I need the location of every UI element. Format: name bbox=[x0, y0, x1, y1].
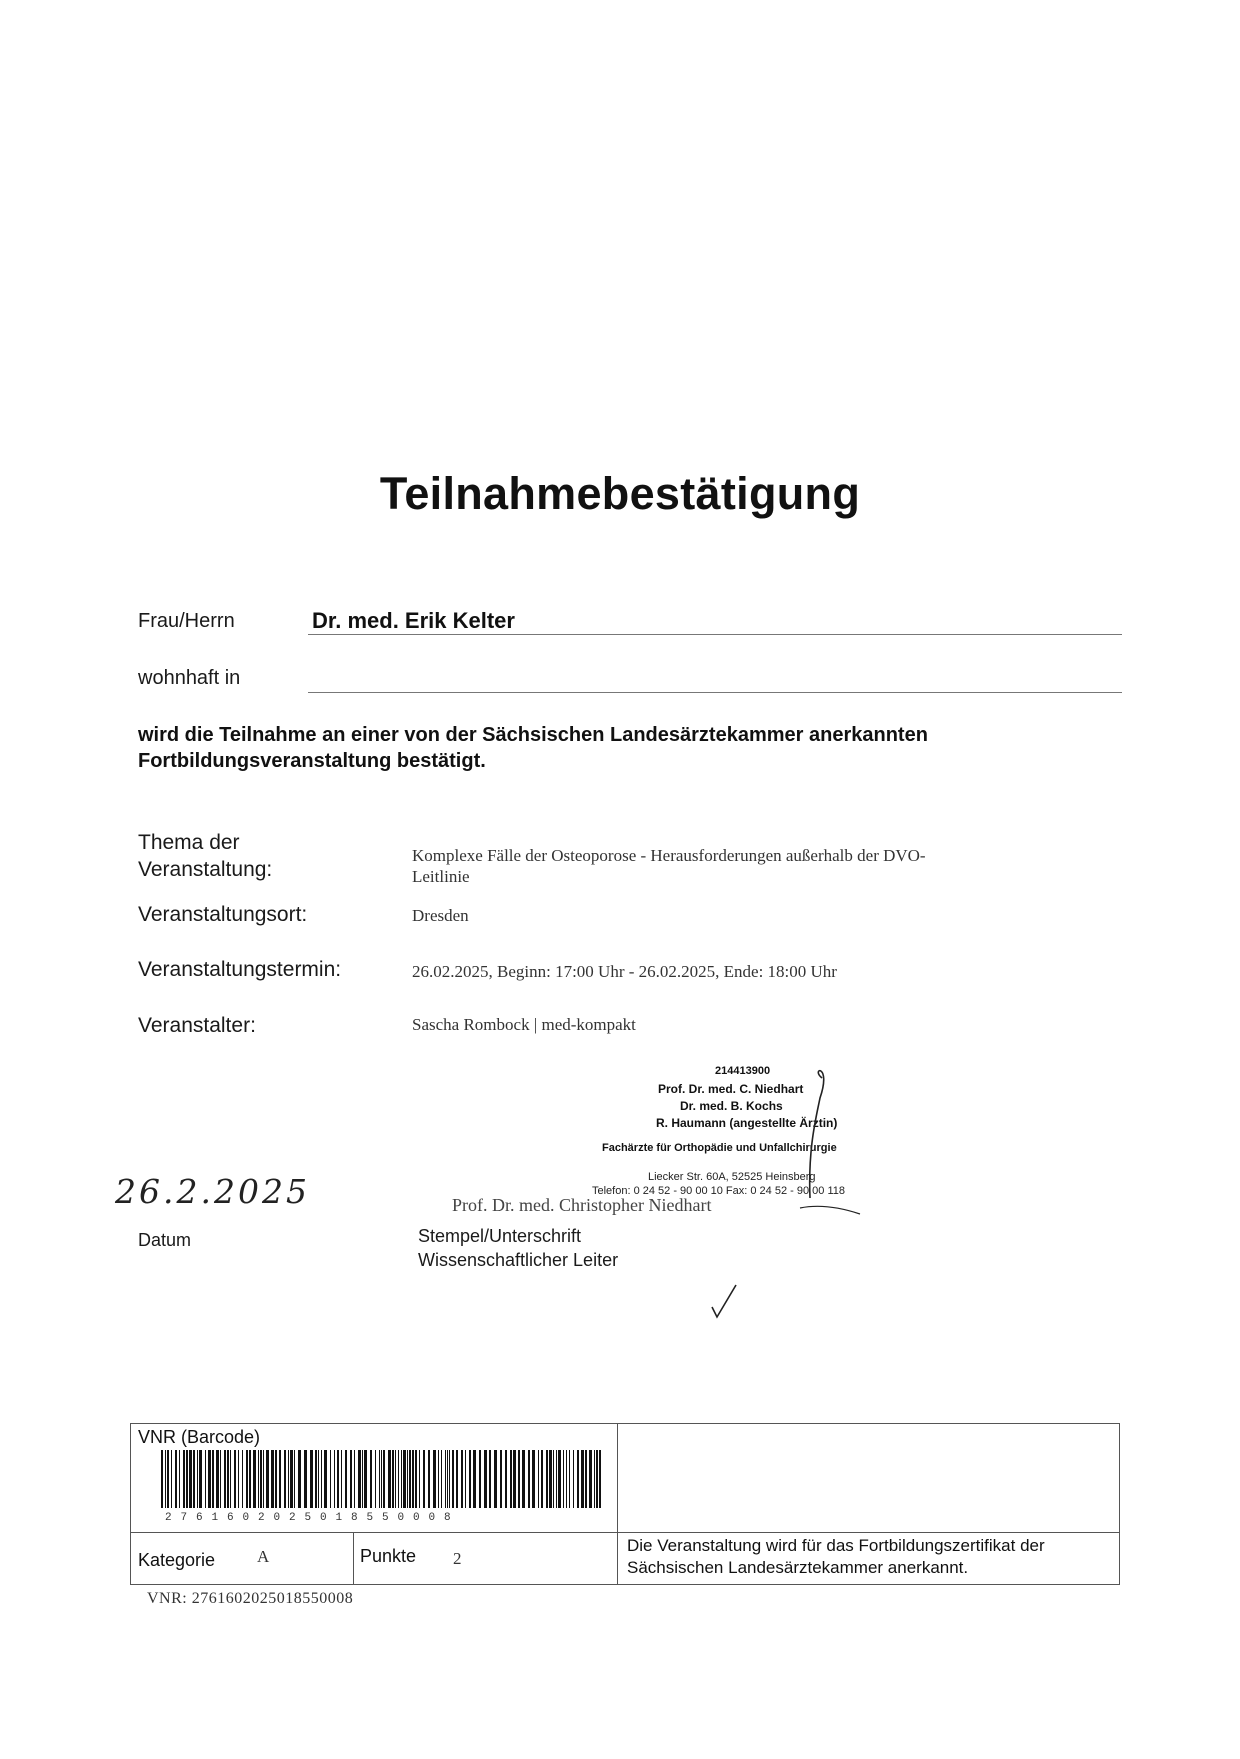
barcode-digits: 2761602025018550008 bbox=[165, 1512, 460, 1524]
barcode bbox=[161, 1450, 606, 1510]
stamp-line-6: Telefon: 0 24 52 - 90 00 10 Fax: 0 24 52 - 90 00 118 bbox=[592, 1185, 845, 1197]
vnr-label: VNR (Barcode) bbox=[138, 1427, 261, 1447]
confirmation-line-2: Fortbildungsveranstaltung bestätigt. bbox=[138, 750, 486, 772]
handwritten-date bbox=[115, 1172, 375, 1227]
date-caption: Datum bbox=[138, 1230, 192, 1250]
stamp-line-5: Liecker Str. 60A, 52525 Heinsberg bbox=[648, 1171, 816, 1183]
handwritten-date-text: 26.2.2025 bbox=[115, 1172, 310, 1211]
vnr-footer: VNR: 2761602025018550008 bbox=[147, 1590, 354, 1607]
stamp-line-3: R. Haumann (angestellte Ärztin) bbox=[656, 1116, 838, 1130]
name-underline bbox=[308, 634, 1122, 635]
topic-line-2: Leitlinie bbox=[412, 867, 470, 886]
date-value: 26.02.2025, Beginn: 17:00 Uhr - 26.02.2025, Ende: 18:00 Uhr bbox=[412, 962, 837, 981]
recognition-line-1: Die Veranstaltung wird für das Fortbildungszertifikat der bbox=[627, 1536, 1045, 1555]
document-title: Teilnahmebestätigung bbox=[379, 468, 861, 519]
stamp-line-2: Dr. med. B. Kochs bbox=[680, 1099, 783, 1113]
recognition-line-2: Sächsischen Landesärztekammer anerkannt. bbox=[627, 1558, 969, 1577]
stamp-id: 214413900 bbox=[715, 1065, 771, 1077]
handwritten-signature bbox=[780, 1058, 900, 1218]
check-mark-icon bbox=[708, 1283, 738, 1319]
organizer-value: Sascha Rombock | med-kompakt bbox=[412, 1015, 636, 1034]
role-caption: Wissenschaftlicher Leiter bbox=[418, 1250, 619, 1270]
topic-line-1: Komplexe Fälle der Osteoporose - Herausforderungen außerhalb der DVO- bbox=[412, 846, 926, 865]
signer-name: Prof. Dr. med. Christopher Niedhart bbox=[452, 1195, 712, 1215]
organizer-label: Veranstalter: bbox=[138, 1014, 256, 1037]
date-label: Veranstaltungstermin: bbox=[138, 958, 342, 981]
location-label: Veranstaltungsort: bbox=[138, 903, 308, 926]
recipient-name: Dr. med. Erik Kelter bbox=[312, 608, 515, 633]
stamp-line-4: Fachärzte für Orthopädie und Unfallchirurgie bbox=[602, 1142, 837, 1154]
category-label: Kategorie bbox=[138, 1550, 216, 1570]
stamp-line-1: Prof. Dr. med. C. Niedhart bbox=[658, 1082, 804, 1096]
confirmation-line-1: wird die Teilnahme an einer von der Sächsischen Landesärztekammer anerkannten bbox=[138, 724, 928, 746]
topic-label-1: Thema der bbox=[138, 831, 240, 854]
residence-underline bbox=[308, 692, 1122, 693]
name-label: Frau/Herrn bbox=[138, 610, 235, 632]
residence-label: wohnhaft in bbox=[138, 667, 241, 689]
vnr-table bbox=[130, 1423, 1120, 1585]
points-value: 2 bbox=[453, 1549, 462, 1568]
points-label: Punkte bbox=[360, 1546, 417, 1566]
topic-label-2: Veranstaltung: bbox=[138, 858, 273, 881]
category-value: A bbox=[257, 1547, 270, 1566]
stamp-caption: Stempel/Unterschrift bbox=[418, 1226, 582, 1246]
location-value: Dresden bbox=[412, 906, 469, 925]
